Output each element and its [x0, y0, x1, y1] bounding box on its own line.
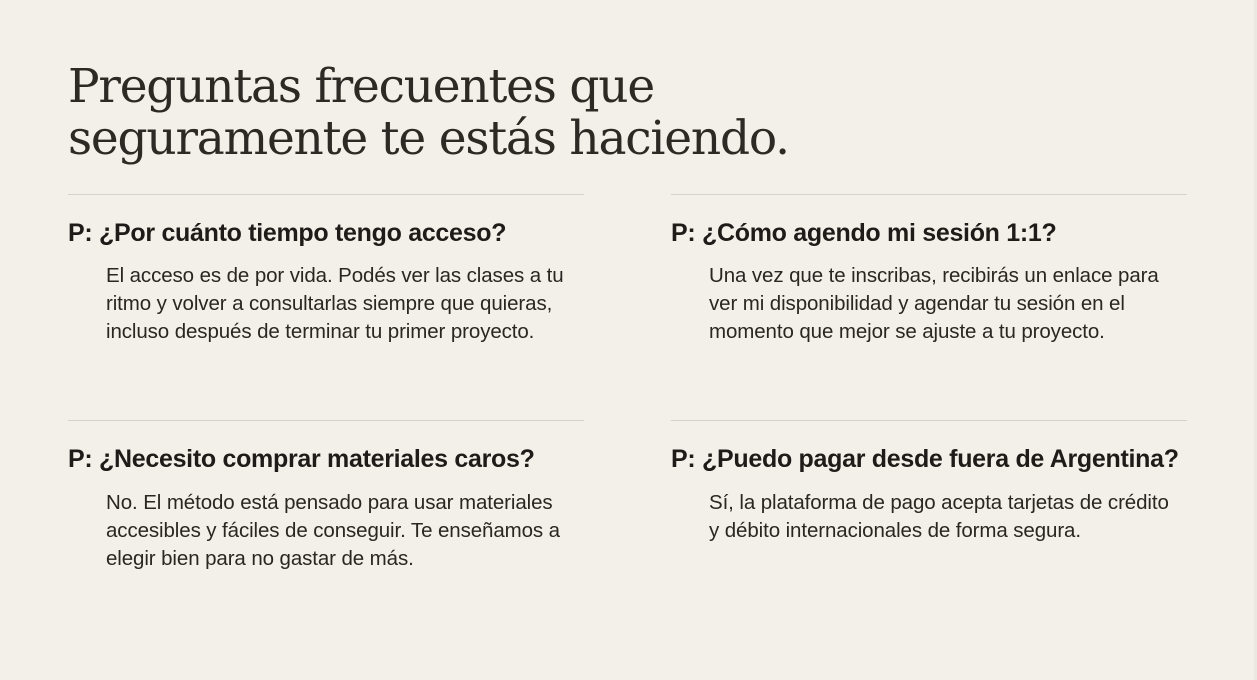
faq-item-access-duration [68, 194, 584, 384]
faq-question: P: ¿Por cuánto tiempo tengo acceso? [68, 219, 507, 247]
faq-question: P: ¿Puedo pagar desde fuera de Argentina? [671, 445, 1179, 473]
faq-item-international-payment [671, 420, 1187, 610]
faq-question: P: ¿Necesito comprar materiales caros? [68, 445, 535, 473]
faq-answer: El acceso es de por vida. Podés ver las clases a tu ritmo y volver a consultarlas siempre que quieras, incluso después de terminar tu primer proyecto. [106, 264, 564, 343]
faq-answer: No. El método está pensado para usar materiales accesibles y fáciles de conseguir. Te enseñamos a elegir bien para no gastar de más. [106, 491, 560, 570]
faq-answer: Una vez que te inscribas, recibirás un enlace para ver mi disponibilidad y agendar tu sesión en el momento que mejor se ajuste a tu proyecto. [709, 264, 1159, 343]
faq-grid [68, 194, 1187, 610]
faq-question: P: ¿Cómo agendo mi sesión 1:1? [671, 219, 1057, 247]
faq-item-materials [68, 420, 584, 610]
faq-item-schedule-session [671, 194, 1187, 384]
faq-answer: Sí, la plataforma de pago acepta tarjetas de crédito y débito internacionales de forma segura. [709, 491, 1169, 542]
section-title: Preguntas frecuentes que seguramente te estás haciendo. [68, 59, 789, 166]
